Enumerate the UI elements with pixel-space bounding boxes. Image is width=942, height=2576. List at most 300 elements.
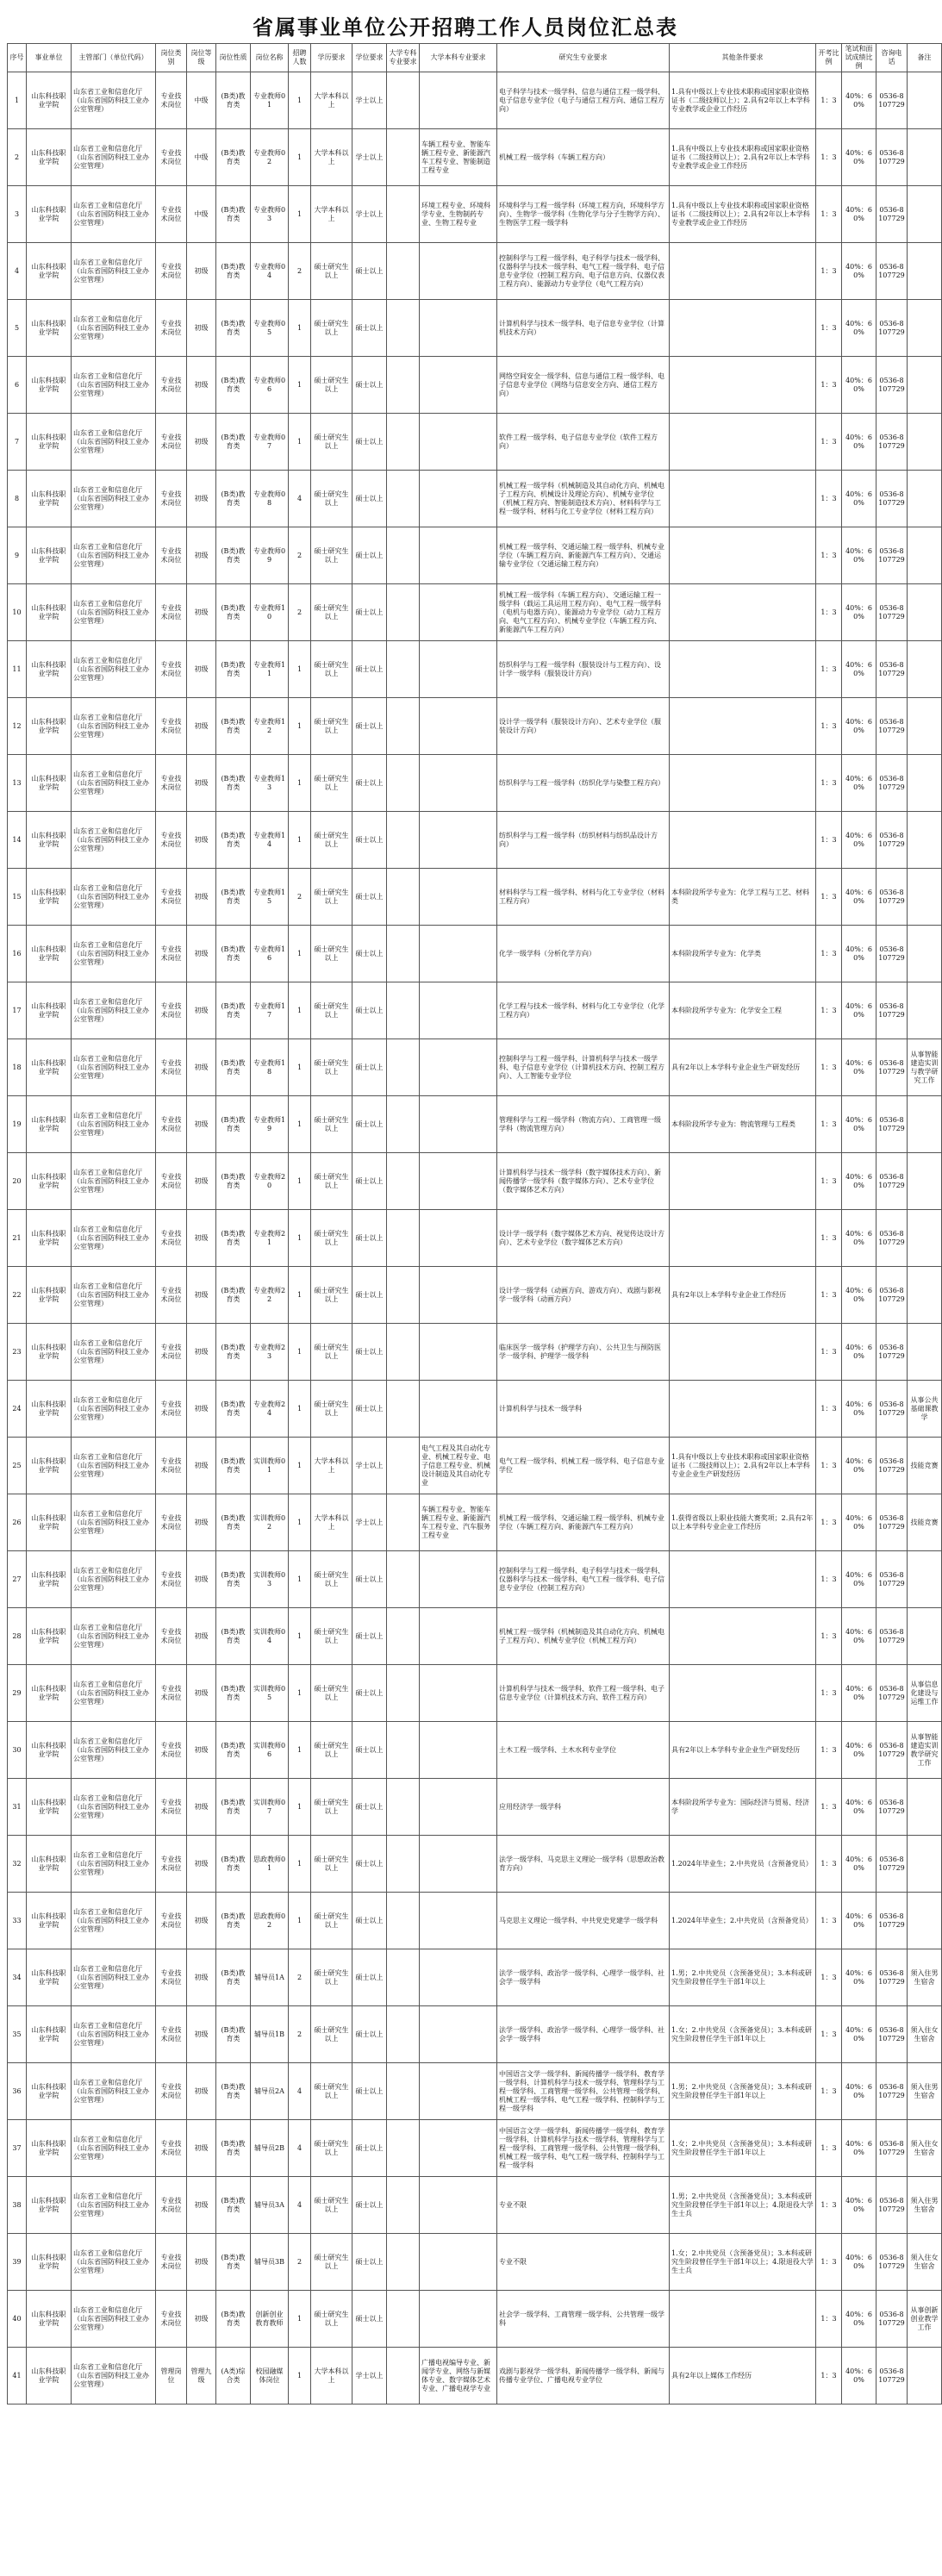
table-cell: (B类)教育类: [216, 641, 251, 698]
table-cell: 40%：60%: [842, 1267, 876, 1324]
table-cell: 1: [289, 2291, 311, 2348]
table-cell: 山东省工业和信息化厅（山东省国防科技工业办公室管理）: [72, 982, 156, 1039]
table-cell: 1: [289, 1779, 311, 1836]
table-cell: 40%：60%: [842, 1551, 876, 1608]
table-cell: [908, 1551, 942, 1608]
table-cell: (B类)教育类: [216, 471, 251, 527]
table-cell: 硕士研究生以上: [311, 414, 352, 471]
table-cell: 硕士以上: [352, 926, 387, 982]
table-cell: 硕士研究生以上: [311, 584, 352, 641]
table-cell: 1: [289, 755, 311, 812]
table-cell: 硕士以上: [352, 471, 387, 527]
table-cell: 专业不限: [497, 2177, 670, 2234]
table-cell: 1: [289, 2348, 311, 2404]
table-row: [8, 1722, 942, 1779]
table-cell: [420, 357, 497, 414]
table-cell: 山东省工业和信息化厅（山东省国防科技工业办公室管理）: [72, 1608, 156, 1665]
table-cell: 从事信息化建设与运维工作: [908, 1665, 942, 1722]
table-cell: [387, 357, 420, 414]
table-cell: [420, 2177, 497, 2234]
table-cell: 初级: [187, 471, 216, 527]
table-cell: 山东科技职业学院: [27, 357, 72, 414]
table-row: [8, 1836, 942, 1893]
table-cell: 1: [289, 1836, 311, 1893]
table-cell: 硕士研究生以上: [311, 1324, 352, 1381]
table-cell: 设计学一级学科（数字媒体艺术方向、视觉传达设计方向）、艺术专业学位（数字媒体艺术方向）: [497, 1210, 670, 1267]
table-cell: 硕士以上: [352, 1096, 387, 1153]
table-cell: 40%：60%: [842, 186, 876, 243]
table-cell: [908, 1836, 942, 1893]
table-cell: [387, 2348, 420, 2404]
table-cell: 1: [289, 1324, 311, 1381]
table-cell: 专业技术岗位: [156, 926, 187, 982]
table-cell: 社会学一级学科、工商管理一级学科、公共管理一级学科: [497, 2291, 670, 2348]
table-cell: [387, 1722, 420, 1779]
table-cell: 山东科技职业学院: [27, 1267, 72, 1324]
table-cell: 硕士以上: [352, 2006, 387, 2063]
table-cell: 硕士以上: [352, 1324, 387, 1381]
table-cell: [670, 243, 816, 300]
table-row: [8, 869, 942, 926]
table-cell: 40%：60%: [842, 471, 876, 527]
table-cell: 硕士研究生以上: [311, 2006, 352, 2063]
table-cell: 40%：60%: [842, 1722, 876, 1779]
table-cell: 硕士以上: [352, 2120, 387, 2177]
table-cell: 具有2年以上媒体工作经历: [670, 2348, 816, 2404]
table-cell: 化学一级学科（分析化学方向）: [497, 926, 670, 982]
table-cell: 硕士以上: [352, 1210, 387, 1267]
table-cell: 山东省工业和信息化厅（山东省国防科技工业办公室管理）: [72, 1665, 156, 1722]
table-cell: 硕士以上: [352, 414, 387, 471]
table-cell: 硕士研究生以上: [311, 1779, 352, 1836]
table-cell: [420, 527, 497, 584]
table-cell: 专业教师07: [251, 414, 289, 471]
table-cell: 1.具有中级以上专业技术职称或国家职业资格证书（二级技师以上）；2.具有2年以上本学科专业教学或企业工作经历: [670, 186, 816, 243]
table-cell: 山东科技职业学院: [27, 243, 72, 300]
table-cell: 1: [289, 1551, 311, 1608]
table-cell: [420, 869, 497, 926]
table-cell: 本科阶段所学专业为：化学类: [670, 926, 816, 982]
table-cell: 1：3: [816, 2291, 842, 2348]
table-cell: 山东科技职业学院: [27, 1153, 72, 1210]
table-cell: 纺织科学与工程一级学科（纺织材料与纺织品设计方向）: [497, 812, 670, 869]
table-cell: 山东科技职业学院: [27, 1608, 72, 1665]
table-cell: 专业技术岗位: [156, 1381, 187, 1438]
table-cell: 1：3: [816, 1665, 842, 1722]
table-cell: 初级: [187, 1438, 216, 1494]
table-cell: [908, 812, 942, 869]
table-cell: 硕士研究生以上: [311, 1039, 352, 1096]
table-cell: 山东科技职业学院: [27, 584, 72, 641]
table-cell: [387, 1949, 420, 2006]
table-cell: 专业技术岗位: [156, 1665, 187, 1722]
table-cell: 33: [8, 1893, 27, 1949]
table-cell: 1：3: [816, 641, 842, 698]
table-cell: [420, 1324, 497, 1381]
table-cell: 硕士研究生以上: [311, 1551, 352, 1608]
table-cell: 山东科技职业学院: [27, 1551, 72, 1608]
table-cell: 专业教师21: [251, 1210, 289, 1267]
table-cell: 1.男；2.中共党员（含预备党员）；3.本科或研究生阶段曾任学生干部1年以上: [670, 1949, 816, 2006]
table-cell: 思政教师02: [251, 1893, 289, 1949]
table-cell: (B类)教育类: [216, 1722, 251, 1779]
table-cell: [670, 1210, 816, 1267]
table-cell: 40%：60%: [842, 1836, 876, 1893]
table-cell: [908, 414, 942, 471]
table-cell: 硕士以上: [352, 869, 387, 926]
table-row: [8, 698, 942, 755]
table-cell: [420, 2120, 497, 2177]
table-cell: 专业技术岗位: [156, 2120, 187, 2177]
table-cell: 初级: [187, 1779, 216, 1836]
table-cell: [387, 1039, 420, 1096]
table-cell: 专业技术岗位: [156, 641, 187, 698]
table-cell: 专业教师04: [251, 243, 289, 300]
table-cell: 1: [289, 982, 311, 1039]
table-cell: [420, 243, 497, 300]
table-cell: 1：3: [816, 926, 842, 982]
table-cell: 网络空间安全一级学科、信息与通信工程一级学科、电子信息专业学位（网络与信息安全方向、通信工程方向）: [497, 357, 670, 414]
table-cell: 山东科技职业学院: [27, 1324, 72, 1381]
table-cell: 40%：60%: [842, 357, 876, 414]
table-cell: [908, 471, 942, 527]
table-cell: 1.具有中级以上专业技术职称或国家职业资格证书（二级技师以上）；2.具有2年以上本学科专业教学或企业工作经历: [670, 72, 816, 129]
table-cell: 从事智能建造实训教学研究工作: [908, 1722, 942, 1779]
column-header: 学位要求: [352, 44, 387, 72]
table-cell: 专业技术岗位: [156, 186, 187, 243]
table-cell: 山东科技职业学院: [27, 129, 72, 186]
table-cell: 山东省工业和信息化厅（山东省国防科技工业办公室管理）: [72, 584, 156, 641]
table-cell: 实训教师01: [251, 1438, 289, 1494]
table-cell: 纺织科学与工程一级学科（纺织化学与染整工程方向）: [497, 755, 670, 812]
table-cell: [420, 1153, 497, 1210]
table-cell: [420, 2291, 497, 2348]
table-cell: 0536-8107729: [876, 1722, 908, 1779]
table-cell: 大学本科以上: [311, 72, 352, 129]
table-cell: 0536-8107729: [876, 641, 908, 698]
table-cell: [420, 414, 497, 471]
table-cell: 0536-8107729: [876, 1096, 908, 1153]
table-cell: 计算机科学与技术一级学科（数字媒体技术方向）、新闻传播学一级学科（数字媒体方向）、艺术专业学位（数字媒体艺术方向）: [497, 1153, 670, 1210]
table-cell: 硕士以上: [352, 1039, 387, 1096]
table-cell: 硕士研究生以上: [311, 2120, 352, 2177]
table-cell: [387, 1665, 420, 1722]
table-cell: 硕士研究生以上: [311, 698, 352, 755]
table-cell: 31: [8, 1779, 27, 1836]
table-cell: [908, 1779, 942, 1836]
table-cell: 20: [8, 1153, 27, 1210]
table-row: [8, 1039, 942, 1096]
table-cell: 山东省工业和信息化厅（山东省国防科技工业办公室管理）: [72, 300, 156, 357]
table-cell: 山东省工业和信息化厅（山东省国防科技工业办公室管理）: [72, 698, 156, 755]
table-cell: 实训教师05: [251, 1665, 289, 1722]
table-cell: 40%：60%: [842, 1096, 876, 1153]
table-cell: 2: [289, 869, 311, 926]
table-cell: 初级: [187, 755, 216, 812]
table-cell: 初级: [187, 1722, 216, 1779]
table-cell: 学士以上: [352, 2348, 387, 2404]
table-cell: 10: [8, 584, 27, 641]
table-cell: [387, 72, 420, 129]
table-cell: 山东省工业和信息化厅（山东省国防科技工业办公室管理）: [72, 1267, 156, 1324]
table-cell: 山东科技职业学院: [27, 2234, 72, 2291]
table-cell: 0536-8107729: [876, 755, 908, 812]
table-cell: 山东省工业和信息化厅（山东省国防科技工业办公室管理）: [72, 1779, 156, 1836]
table-cell: [908, 641, 942, 698]
table-cell: [908, 698, 942, 755]
table-cell: 40%：60%: [842, 2120, 876, 2177]
table-cell: 硕士以上: [352, 2177, 387, 2234]
table-cell: [420, 755, 497, 812]
table-cell: 具有2年以上本学科专业企业生产研发经历: [670, 1039, 816, 1096]
table-cell: 1：3: [816, 1381, 842, 1438]
table-cell: (B类)教育类: [216, 414, 251, 471]
table-cell: (B类)教育类: [216, 129, 251, 186]
table-row: [8, 1608, 942, 1665]
table-cell: 管理科学与工程一级学科（物流方向）、工商管理一级学科（物流管理方向）: [497, 1096, 670, 1153]
table-cell: 山东省工业和信息化厅（山东省国防科技工业办公室管理）: [72, 414, 156, 471]
table-cell: 硕士研究生以上: [311, 2291, 352, 2348]
table-cell: 36: [8, 2063, 27, 2120]
table-cell: 0536-8107729: [876, 2063, 908, 2120]
table-cell: 1：3: [816, 584, 842, 641]
table-cell: 4: [289, 2120, 311, 2177]
table-cell: 实训教师06: [251, 1722, 289, 1779]
table-cell: 0536-8107729: [876, 471, 908, 527]
table-cell: 硕士以上: [352, 1836, 387, 1893]
table-cell: (B类)教育类: [216, 1836, 251, 1893]
table-cell: 1：3: [816, 1949, 842, 2006]
table-cell: 机械工程一级学科、交通运输工程一级学科、机械专业学位（车辆工程方向、新能源汽车工程方向）、交通运输专业学位（交通运输工程方向）: [497, 527, 670, 584]
table-row: [8, 2120, 942, 2177]
table-cell: 1: [289, 1438, 311, 1494]
table-cell: 山东省工业和信息化厅（山东省国防科技工业办公室管理）: [72, 1836, 156, 1893]
table-cell: 环境科学与工程一级学科（环境工程方向，环境科学方向）、生物学一级学科（生物化学与分子生物学方向）、生物医学工程一级学科: [497, 186, 670, 243]
table-cell: 山东科技职业学院: [27, 1494, 72, 1551]
table-cell: 思政教师01: [251, 1836, 289, 1893]
table-cell: 初级: [187, 357, 216, 414]
table-cell: 专业教师09: [251, 527, 289, 584]
table-cell: (B类)教育类: [216, 926, 251, 982]
table-cell: (B类)教育类: [216, 243, 251, 300]
table-cell: 初级: [187, 1267, 216, 1324]
table-row: [8, 243, 942, 300]
table-cell: 1.2024年毕业生；2.中共党员（含预备党员）: [670, 1893, 816, 1949]
table-cell: 专业教师19: [251, 1096, 289, 1153]
table-cell: 机械工程一级学科（机械制造及其自动化方向、机械电子工程方向）、机械专业学位（机械工程方向）: [497, 1608, 670, 1665]
table-cell: 大学本科以上: [311, 129, 352, 186]
table-cell: 硕士研究生以上: [311, 1608, 352, 1665]
table-cell: 临床医学一级学科（护理学方向）、公共卫生与预防医学一级学科、护理学一级学科: [497, 1324, 670, 1381]
table-cell: 1.男；2.中共党员（含预备党员）；3.本科或研究生阶段曾任学生干部1年以上；4.限退役大学生士兵: [670, 2177, 816, 2234]
table-cell: 0536-8107729: [876, 527, 908, 584]
table-cell: 1.女；2.中共党员（含预备党员）；3.本科或研究生阶段曾任学生干部1年以上: [670, 2120, 816, 2177]
table-cell: 0536-8107729: [876, 1494, 908, 1551]
table-cell: 专业技术岗位: [156, 812, 187, 869]
table-cell: 1：3: [816, 414, 842, 471]
table-cell: 专业教师03: [251, 186, 289, 243]
table-cell: 30: [8, 1722, 27, 1779]
table-cell: 专业技术岗位: [156, 2291, 187, 2348]
table-cell: 车辆工程专业、智能车辆工程专业、新能源汽车工程专业、汽车服务工程专业: [420, 1494, 497, 1551]
table-cell: 专业技术岗位: [156, 1324, 187, 1381]
table-cell: 辅导员3A: [251, 2177, 289, 2234]
table-cell: [420, 926, 497, 982]
table-cell: 专业技术岗位: [156, 1836, 187, 1893]
table-cell: [387, 2006, 420, 2063]
table-cell: 硕士研究生以上: [311, 812, 352, 869]
table-cell: (B类)教育类: [216, 2063, 251, 2120]
table-cell: [908, 926, 942, 982]
table-cell: 0536-8107729: [876, 2120, 908, 2177]
table-cell: 机械工程一级学科（车辆工程方向）、交通运输工程一级学科（载运工具运用工程方向）、电气工程一级学科（电机与电器方向）、能源动力专业学位（动力工程方向、电气工程方向）、机械专业学位（车辆工程方向、新能源汽车工程方向）: [497, 584, 670, 641]
table-row: [8, 1438, 942, 1494]
table-cell: (B类)教育类: [216, 2291, 251, 2348]
table-cell: 0536-8107729: [876, 926, 908, 982]
table-cell: 专业教师17: [251, 982, 289, 1039]
column-header: 主管部门（单位代码）: [72, 44, 156, 72]
table-cell: 控制科学与工程一级学科、电子科学与技术一级学科、仪器科学与技术一级学科、电气工程一级学科、电子信息专业学位（控制工程方向、电子信息方向、仪器仪表工程方向）、能源动力专业学位（电气工程方向）: [497, 243, 670, 300]
table-cell: (B类)教育类: [216, 1779, 251, 1836]
table-cell: 专业技术岗位: [156, 357, 187, 414]
table-cell: (B类)教育类: [216, 2006, 251, 2063]
table-cell: 硕士研究生以上: [311, 1153, 352, 1210]
table-cell: 山东省工业和信息化厅（山东省国防科技工业办公室管理）: [72, 186, 156, 243]
table-cell: 0536-8107729: [876, 300, 908, 357]
table-cell: [387, 2291, 420, 2348]
table-cell: [420, 1096, 497, 1153]
table-cell: 中级: [187, 186, 216, 243]
table-cell: [387, 2120, 420, 2177]
table-row: [8, 1494, 942, 1551]
table-cell: 山东省工业和信息化厅（山东省国防科技工业办公室管理）: [72, 641, 156, 698]
table-cell: 山东科技职业学院: [27, 1949, 72, 2006]
table-cell: [420, 1608, 497, 1665]
table-cell: (B类)教育类: [216, 357, 251, 414]
table-cell: 山东省工业和信息化厅（山东省国防科技工业办公室管理）: [72, 2120, 156, 2177]
table-cell: 40%：60%: [842, 129, 876, 186]
table-cell: 32: [8, 1836, 27, 1893]
table-cell: 40%：60%: [842, 1210, 876, 1267]
table-cell: 电气工程及其自动化专业、机械工程专业、电子信息工程专业、机械设计制造及其自动化专业: [420, 1438, 497, 1494]
table-cell: 40%：60%: [842, 243, 876, 300]
table-row: [8, 471, 942, 527]
table-cell: 专业技术岗位: [156, 584, 187, 641]
table-cell: 山东省工业和信息化厅（山东省国防科技工业办公室管理）: [72, 869, 156, 926]
table-cell: (B类)教育类: [216, 755, 251, 812]
table-cell: 1: [289, 129, 311, 186]
table-cell: 1.具有中级以上专业技术职称或国家职业资格证书（二级技师以上）；2.具有2年以上本学科专业企业生产研发经历: [670, 1438, 816, 1494]
table-cell: 学士以上: [352, 186, 387, 243]
table-cell: [908, 527, 942, 584]
table-cell: [387, 527, 420, 584]
table-row: [8, 1551, 942, 1608]
table-cell: 40%：60%: [842, 1949, 876, 2006]
table-cell: [908, 982, 942, 1039]
table-cell: 山东省工业和信息化厅（山东省国防科技工业办公室管理）: [72, 1381, 156, 1438]
table-cell: 戏剧与影视学一级学科、新闻传播学一级学科、新闻与传播专业学位、广播电视专业学位: [497, 2348, 670, 2404]
column-header: 开考比例: [816, 44, 842, 72]
table-cell: 本科阶段所学专业为：化学工程与工艺、材料类: [670, 869, 816, 926]
table-cell: 山东科技职业学院: [27, 1438, 72, 1494]
table-cell: 23: [8, 1324, 27, 1381]
table-cell: [908, 869, 942, 926]
table-cell: 专业技术岗位: [156, 414, 187, 471]
table-cell: 计算机科学与技术一级学科、软件工程一级学科、电子信息专业学位（计算机技术方向、软件工程方向）: [497, 1665, 670, 1722]
table-cell: [387, 1551, 420, 1608]
table-cell: 初级: [187, 1665, 216, 1722]
table-row: [8, 1210, 942, 1267]
table-body: [8, 72, 942, 2404]
table-cell: 硕士以上: [352, 1381, 387, 1438]
table-cell: (B类)教育类: [216, 1494, 251, 1551]
table-cell: 40%：60%: [842, 2291, 876, 2348]
table-cell: 硕士以上: [352, 698, 387, 755]
table-cell: 专业教师12: [251, 698, 289, 755]
table-cell: 专业技术岗位: [156, 1779, 187, 1836]
table-cell: 19: [8, 1096, 27, 1153]
table-cell: 校园融媒体岗位: [251, 2348, 289, 2404]
table-cell: 硕士研究生以上: [311, 2063, 352, 2120]
table-row: [8, 982, 942, 1039]
table-cell: 初级: [187, 1039, 216, 1096]
table-cell: 1: [289, 1381, 311, 1438]
table-cell: [908, 1210, 942, 1267]
table-cell: 山东科技职业学院: [27, 2177, 72, 2234]
table-cell: (B类)教育类: [216, 1267, 251, 1324]
table-cell: 40%：60%: [842, 982, 876, 1039]
table-cell: 专业技术岗位: [156, 1039, 187, 1096]
table-cell: 山东科技职业学院: [27, 1722, 72, 1779]
table-cell: [420, 2063, 497, 2120]
table-cell: 山东省工业和信息化厅（山东省国防科技工业办公室管理）: [72, 1494, 156, 1551]
table-cell: 初级: [187, 2177, 216, 2234]
table-cell: 须入住男生宿舍: [908, 1949, 942, 2006]
table-cell: 40%：60%: [842, 1438, 876, 1494]
table-cell: 硕士研究生以上: [311, 869, 352, 926]
table-cell: 专业教师22: [251, 1267, 289, 1324]
table-cell: 37: [8, 2120, 27, 2177]
table-cell: 专业技术岗位: [156, 869, 187, 926]
table-cell: 山东科技职业学院: [27, 527, 72, 584]
table-cell: [420, 1949, 497, 2006]
table-cell: 初级: [187, 527, 216, 584]
table-cell: 1: [289, 1893, 311, 1949]
table-cell: 山东科技职业学院: [27, 641, 72, 698]
table-cell: (B类)教育类: [216, 1153, 251, 1210]
table-cell: 山东省工业和信息化厅（山东省国防科技工业办公室管理）: [72, 471, 156, 527]
table-cell: 40%：60%: [842, 1893, 876, 1949]
table-cell: 40%：60%: [842, 698, 876, 755]
table-cell: 14: [8, 812, 27, 869]
table-row: [8, 1267, 942, 1324]
table-cell: 硕士研究生以上: [311, 1381, 352, 1438]
table-cell: 硕士研究生以上: [311, 471, 352, 527]
table-cell: 40%：60%: [842, 1381, 876, 1438]
table-cell: (B类)教育类: [216, 2120, 251, 2177]
table-cell: [670, 1665, 816, 1722]
table-cell: 辅导员3B: [251, 2234, 289, 2291]
table-cell: 15: [8, 869, 27, 926]
table-cell: 硕士研究生以上: [311, 2234, 352, 2291]
table-cell: 山东省工业和信息化厅（山东省国防科技工业办公室管理）: [72, 2348, 156, 2404]
table-cell: 本科阶段所学专业为：国际经济与贸易、经济学: [670, 1779, 816, 1836]
table-cell: 专业教师11: [251, 641, 289, 698]
table-cell: 初级: [187, 641, 216, 698]
table-cell: [670, 1324, 816, 1381]
table-cell: 创新创业教育教师: [251, 2291, 289, 2348]
table-cell: 40%：60%: [842, 527, 876, 584]
